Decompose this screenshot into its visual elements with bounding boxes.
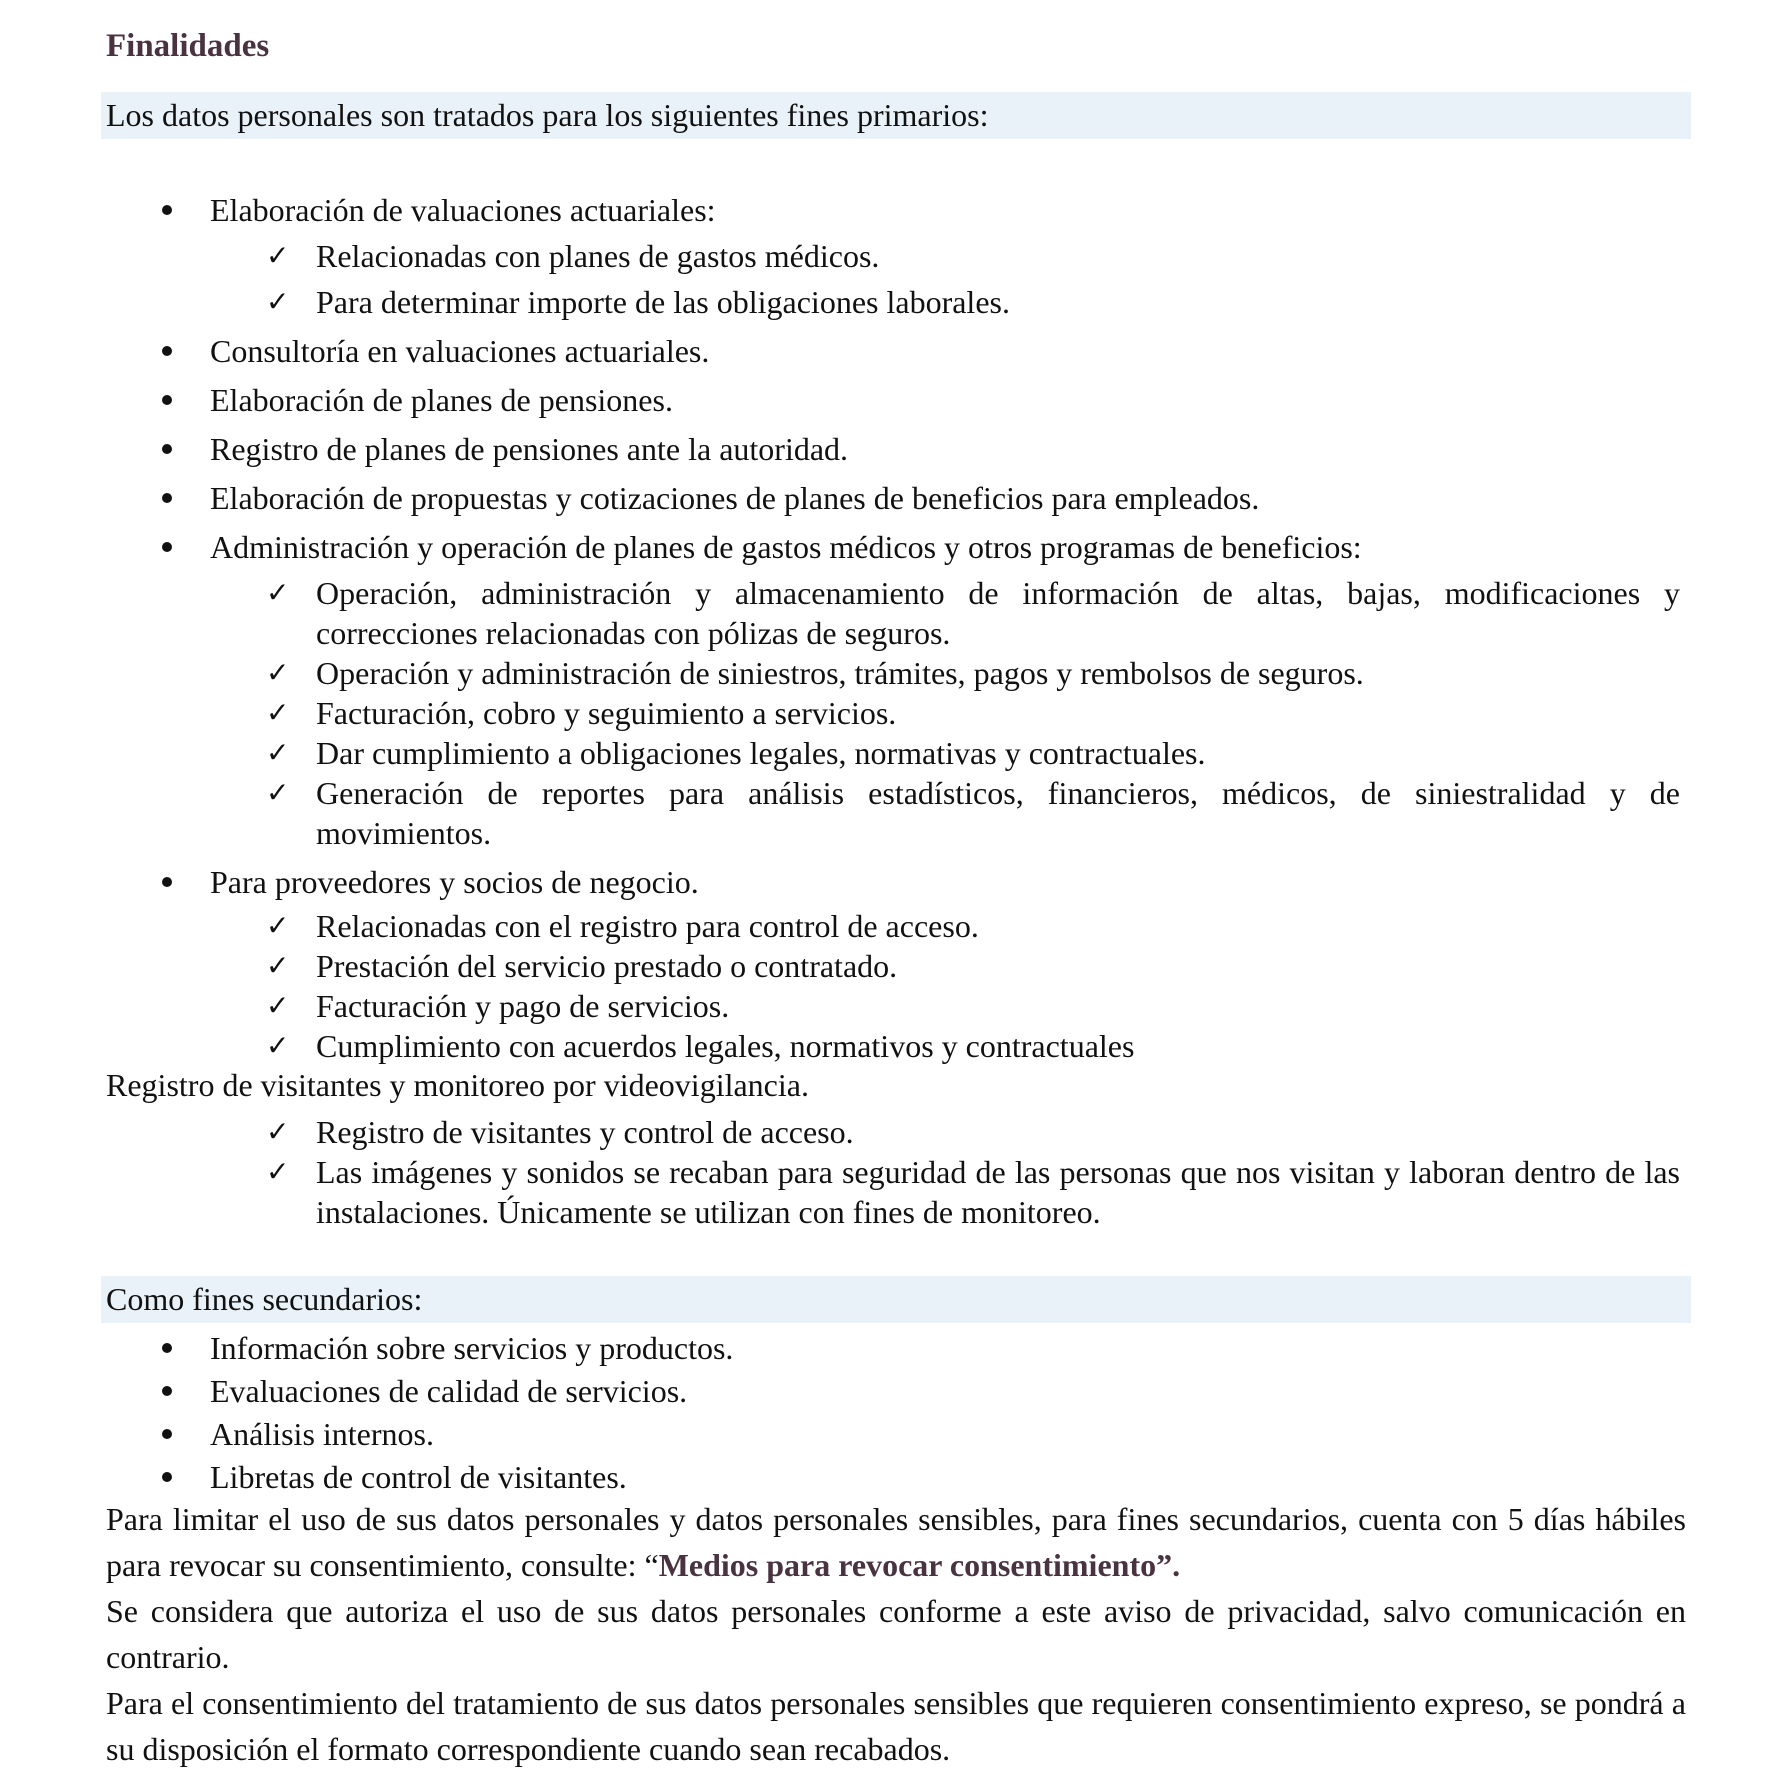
checkmark-icon: ✓ xyxy=(266,736,290,769)
checkmark-icon: ✓ xyxy=(266,989,290,1022)
visitors-subitem-2: Las imágenes y sonidos se recaban para seguridad de las personas que nos visitan y laboran dentro de las instalaciones. Únicamente se utilizan con fines de monitoreo. xyxy=(316,1154,1680,1230)
primary-subitem-6-5: Generación de reportes para análisis estadísticos, financieros, médicos, de siniestralidad y de movimientos. xyxy=(316,775,1680,851)
primary-subitem-7-4: Cumplimiento con acuerdos legales, normativos y contractuales xyxy=(316,1028,1135,1064)
primary-subitem-6-4: Dar cumplimiento a obligaciones legales, normativas y contractuales. xyxy=(316,735,1206,771)
bullet-dot-icon xyxy=(162,1386,172,1396)
primary-item-2: Consultoría en valuaciones actuariales. xyxy=(210,333,710,369)
checkmark-icon: ✓ xyxy=(266,776,290,809)
primary-item-7: Para proveedores y socios de negocio. xyxy=(210,864,699,900)
secondary-item-3: Análisis internos. xyxy=(210,1416,434,1452)
secondary-intro-text: Como fines secundarios: xyxy=(106,1281,423,1317)
primary-subitem-6-1: Operación, administración y almacenamiento de información de altas, bajas, modificaciones y correcciones relacionadas con pólizas de seguros. xyxy=(316,575,1680,651)
primary-subitem-7-1: Relacionadas con el registro para control de acceso. xyxy=(316,908,979,944)
secondary-item-4: Libretas de control de visitantes. xyxy=(210,1459,627,1495)
revoke-paragraph-text: Para limitar el uso de sus datos personales y datos personales sensibles, para fines secundarios, cuenta con 5 días hábiles para revocar su consentimiento, consulte: “ xyxy=(106,1501,1686,1583)
checkmark-icon: ✓ xyxy=(266,1115,290,1148)
checkmark-icon: ✓ xyxy=(266,239,290,272)
checkmark-icon: ✓ xyxy=(266,949,290,982)
checkmark-icon: ✓ xyxy=(266,576,290,609)
visitors-subitem-1: Registro de visitantes y control de acceso. xyxy=(316,1114,854,1150)
primary-item-5: Elaboración de propuestas y cotizaciones de planes de beneficios para empleados. xyxy=(210,480,1260,516)
bullet-dot-icon xyxy=(162,542,172,552)
section-title: Finalidades xyxy=(106,28,270,64)
primary-item-1: Elaboración de valuaciones actuariales: xyxy=(210,192,716,228)
bullet-dot-icon xyxy=(162,205,172,215)
sensitive-data-paragraph: Para el consentimiento del tratamiento de sus datos personales sensibles que requieren consentimiento expreso, se pondrá a su disposición el formato correspondiente cuando sean recabados. xyxy=(106,1685,1686,1767)
revoke-consent-reference: Medios para revocar consentimiento”. xyxy=(658,1547,1181,1583)
primary-intro-text: Los datos personales son tratados para los siguientes fines primarios: xyxy=(106,97,989,133)
checkmark-icon: ✓ xyxy=(266,1029,290,1062)
secondary-item-1: Información sobre servicios y productos. xyxy=(210,1330,734,1366)
checkmark-icon: ✓ xyxy=(266,696,290,729)
primary-item-6: Administración y operación de planes de gastos médicos y otros programas de beneficios: xyxy=(210,529,1362,565)
checkmark-icon: ✓ xyxy=(266,656,290,689)
bullet-dot-icon xyxy=(162,877,172,887)
primary-item-3: Elaboración de planes de pensiones. xyxy=(210,382,673,418)
bullet-dot-icon xyxy=(162,1429,172,1439)
bullet-dot-icon xyxy=(162,346,172,356)
bullet-dot-icon xyxy=(162,1472,172,1482)
visitors-label: Registro de visitantes y monitoreo por videovigilancia. xyxy=(106,1067,809,1103)
bullet-dot-icon xyxy=(162,395,172,405)
bullet-dot-icon xyxy=(162,493,172,503)
secondary-item-2: Evaluaciones de calidad de servicios. xyxy=(210,1373,688,1409)
authorize-paragraph: Se considera que autoriza el uso de sus datos personales conforme a este aviso de privacidad, salvo comunicación en contrario. xyxy=(106,1593,1686,1675)
bullet-dot-icon xyxy=(162,444,172,454)
bullet-dot-icon xyxy=(162,1343,172,1353)
primary-subitem-1-2: Para determinar importe de las obligaciones laborales. xyxy=(316,284,1010,320)
checkmark-icon: ✓ xyxy=(266,909,290,942)
primary-subitem-7-3: Facturación y pago de servicios. xyxy=(316,988,730,1024)
primary-item-4: Registro de planes de pensiones ante la autoridad. xyxy=(210,431,849,467)
checkmark-icon: ✓ xyxy=(266,285,290,318)
revoke-paragraph xyxy=(106,1496,1686,1588)
primary-subitem-7-2: Prestación del servicio prestado o contratado. xyxy=(316,948,898,984)
primary-subitem-1-1: Relacionadas con planes de gastos médicos. xyxy=(316,238,880,274)
primary-subitem-6-3: Facturación, cobro y seguimiento a servicios. xyxy=(316,695,897,731)
primary-subitem-6-2: Operación y administración de siniestros, trámites, pagos y rembolsos de seguros. xyxy=(316,655,1364,691)
checkmark-icon: ✓ xyxy=(266,1155,290,1188)
